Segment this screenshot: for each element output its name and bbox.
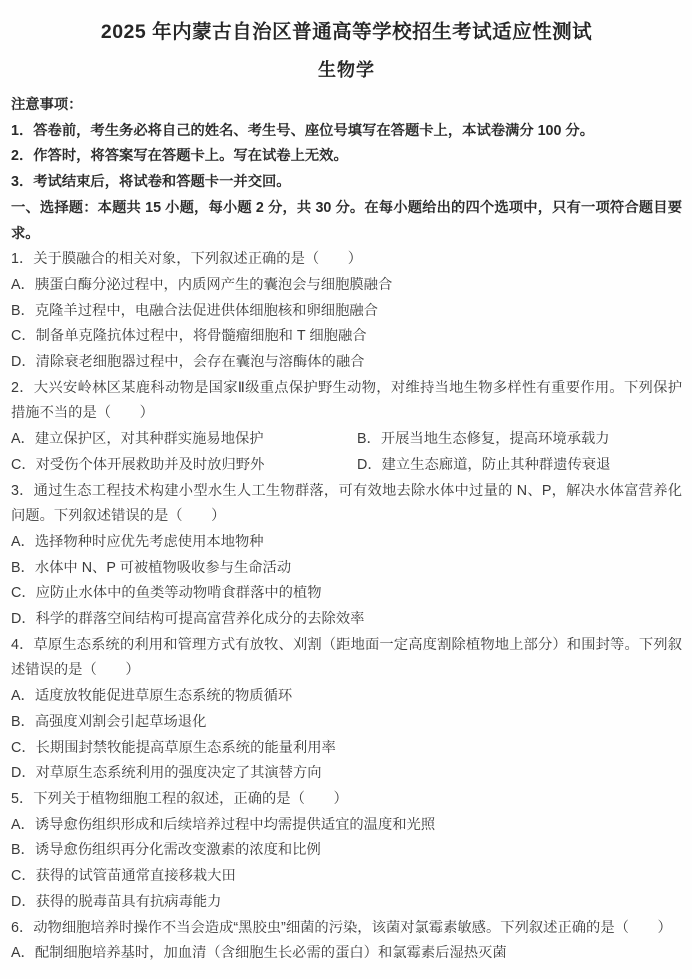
question-2-option-a: A．建立保护区，对其种群实施易地保护 <box>11 431 264 448</box>
question-4-option-c: C．长期围封禁牧能提高草原生态系统的能量利用率 <box>11 739 336 756</box>
notice-heading: 注意事项： <box>11 97 83 113</box>
question-5-option-a: A．诱导愈伤组织形成和后续培养过程中均需提供适宜的温度和光照 <box>11 816 436 833</box>
question-1-option-c: C．制备单克隆抗体过程中，将骨髓瘤细胞和 T 细胞融合 <box>11 328 367 345</box>
question-5-option-c: C．获得的试管苗通常直接移栽大田 <box>11 868 236 885</box>
question-3-option-c: C．应防止水体中的鱼类等动物啃食群落中的植物 <box>11 585 322 602</box>
question-5-option-b: B．诱导愈伤组织再分化需改变激素的浓度和比例 <box>11 842 321 859</box>
question-1-stem: 1．关于膜融合的相关对象，下列叙述正确的是（ ） <box>11 251 363 268</box>
question-3-option-a: A．选择物种时应优先考虑使用本地物种 <box>11 533 264 550</box>
question-2-stem: 2．大兴安岭林区某鹿科动物是国家Ⅱ级重点保护野生动物，对维持当地生物多样性有重要作用。下列保护措施不当的是（ ） <box>11 379 682 422</box>
question-2 <box>11 376 682 479</box>
notice-section <box>11 93 682 196</box>
question-5-option-d: D．获得的脱毒苗具有抗病毒能力 <box>11 893 222 910</box>
question-1 <box>11 247 682 376</box>
question-1-option-a: A．胰蛋白酶分泌过程中，内质网产生的囊泡会与细胞膜融合 <box>11 276 393 293</box>
question-5 <box>11 787 682 916</box>
question-5-stem: 5．下列关于植物细胞工程的叙述，正确的是（ ） <box>11 790 348 807</box>
notice-item-3: 3．考试结束后，将试卷和答题卡一并交回。 <box>11 174 291 191</box>
question-2-options-row-2 <box>11 453 682 479</box>
page-title: 2025 年内蒙古自治区普通高等学校招生考试适应性测试 <box>100 21 593 43</box>
notice-item-2: 2．作答时，将答案写在答题卡上。写在试卷上无效。 <box>11 148 348 165</box>
question-2-option-c: C．对受伤个体开展救助并及时放归野外 <box>11 456 265 473</box>
question-2-option-b: B．开展当地生态修复，提高环境承载力 <box>357 431 610 448</box>
question-2-option-d: D．建立生态廊道，防止其种群遗传衰退 <box>357 456 611 473</box>
question-6-option-a: A．配制细胞培养基时，加血清（含细胞生长必需的蛋白）和氯霉素后湿热灭菌 <box>11 945 507 962</box>
notice-item-1: 1．答卷前，考生务必将自己的姓名、考生号、座位号填写在答题卡上，本试卷满分 100 分。 <box>11 122 595 139</box>
page-subject: 生物学 <box>318 60 375 80</box>
question-1-option-b: B．克隆羊过程中，电融合法促进供体细胞核和卵细胞融合 <box>11 302 378 319</box>
question-4-option-b: B．高强度刈割会引起草场退化 <box>11 713 207 730</box>
question-1-option-d: D．清除衰老细胞器过程中，会存在囊泡与溶酶体的融合 <box>11 354 365 371</box>
question-6 <box>11 916 682 967</box>
section-heading: 一、选择题：本题共 15 小题，每小题 2 分，共 30 分。在每小题给出的四个选项中，只有一项符合题目要求。 <box>11 199 682 242</box>
question-3-stem: 3．通过生态工程技术构建小型水生人工生物群落，可有效地去除水体中过量的 N、P，解决水体富营养化问题。下列叙述错误的是（ ） <box>11 482 682 525</box>
question-3-option-d: D．科学的群落空间结构可提高富营养化成分的去除效率 <box>11 611 365 628</box>
question-2-options-row-1 <box>11 427 682 453</box>
question-4-option-d: D．对草原生态系统利用的强度决定了其演替方向 <box>11 765 322 782</box>
question-4-stem: 4．草原生态系统的利用和管理方式有放牧、刈割（距地面一定高度割除植物地上部分）和围封等。下列叙述错误的是（ ） <box>11 636 682 679</box>
question-4-option-a: A．适度放牧能促进草原生态系统的物质循环 <box>11 688 293 705</box>
question-3-option-b: B．水体中 N、P 可被植物吸收参与生命活动 <box>11 559 292 576</box>
question-6-stem: 6．动物细胞培养时操作不当会造成“黑胶虫”细菌的污染，该菌对氯霉素敏感。下列叙述正确的是（ ） <box>11 919 672 936</box>
question-3 <box>11 479 682 633</box>
question-4 <box>11 633 682 787</box>
